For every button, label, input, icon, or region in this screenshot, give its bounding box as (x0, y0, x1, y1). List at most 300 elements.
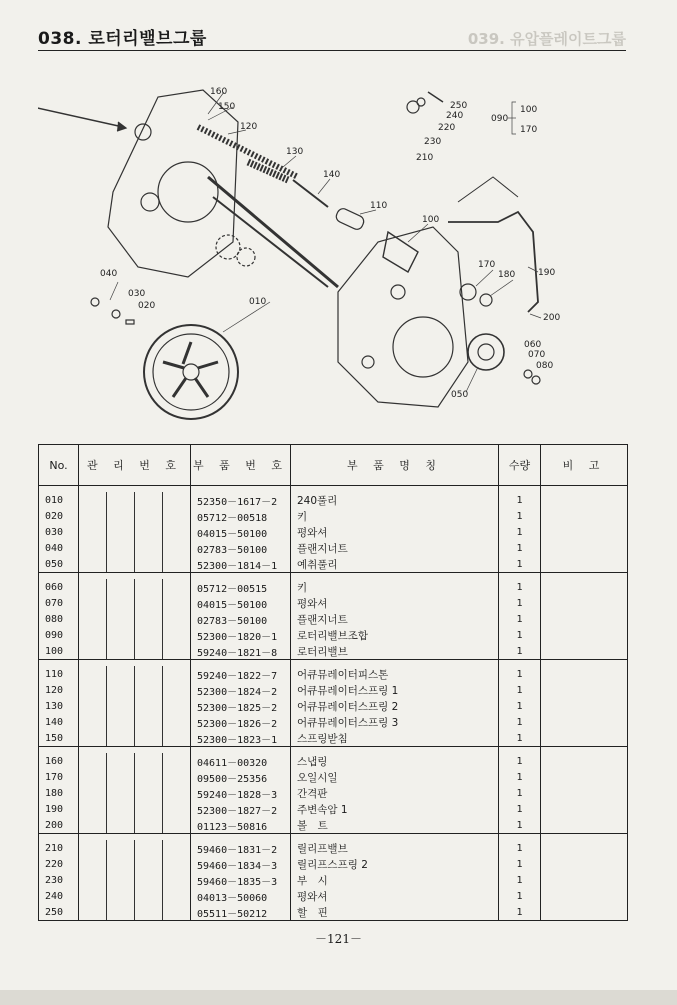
mgmt-subcell (79, 730, 107, 746)
arrow-line (38, 107, 123, 127)
row-mgmt-no (79, 747, 191, 770)
row-no: 080 (39, 611, 79, 627)
piston-110 (334, 207, 365, 232)
mgmt-subcell (135, 508, 163, 524)
mgmt-subcells (79, 785, 190, 801)
mgmt-subcell (79, 492, 107, 508)
washer-030 (112, 310, 120, 318)
parts-table (38, 444, 628, 921)
mgmt-subcells (79, 698, 190, 714)
row-qty: 1 (499, 643, 541, 660)
row-qty: 1 (499, 660, 541, 683)
table-row (39, 785, 628, 801)
row-part-no: 52300－1825－2 (191, 698, 291, 714)
table-row (39, 643, 628, 660)
mgmt-subcell (107, 627, 135, 643)
table-row (39, 595, 628, 611)
mgmt-subcell (79, 769, 107, 785)
mgmt-subcell (107, 888, 135, 904)
row-part-name: 어큐뮤레이터스프링 2 (291, 698, 499, 714)
mgmt-subcell (163, 595, 190, 611)
mgmt-subcell (135, 595, 163, 611)
mgmt-subcells (79, 611, 190, 627)
housing-right (338, 227, 468, 407)
row-part-no: 59460－1835－3 (191, 872, 291, 888)
row-mgmt-no (79, 524, 191, 540)
row-part-name: 스프링받침 (291, 730, 499, 747)
row-part-no: 02783－50100 (191, 540, 291, 556)
row-qty: 1 (499, 714, 541, 730)
mgmt-subcell (107, 698, 135, 714)
row-mgmt-no (79, 682, 191, 698)
mgmt-subcell (135, 785, 163, 801)
mgmt-subcell (163, 888, 190, 904)
mgmt-subcells (79, 888, 190, 904)
row-no: 020 (39, 508, 79, 524)
mgmt-subcell (163, 698, 190, 714)
callout: 150 (218, 102, 236, 112)
table-row (39, 769, 628, 785)
row-part-name: 평와셔 (291, 888, 499, 904)
mgmt-subcell (135, 492, 163, 508)
callout: 010 (249, 297, 267, 307)
callout: 100 (422, 215, 440, 225)
row-no: 050 (39, 556, 79, 573)
row-no: 090 (39, 627, 79, 643)
row-part-no: 05511－50212 (191, 904, 291, 921)
mgmt-subcell (163, 904, 190, 920)
mgmt-subcell (163, 666, 190, 682)
mgmt-subcells (79, 492, 190, 508)
mgmt-subcell (79, 595, 107, 611)
row-part-no: 52300－1823－1 (191, 730, 291, 747)
mgmt-subcells (79, 508, 190, 524)
mgmt-subcell (135, 611, 163, 627)
row-qty: 1 (499, 801, 541, 817)
mgmt-subcell (79, 611, 107, 627)
table-row (39, 524, 628, 540)
row-qty: 1 (499, 573, 541, 596)
row-no: 190 (39, 801, 79, 817)
row-part-name: 어큐뮤레이터스프링 1 (291, 682, 499, 698)
callout: 140 (323, 170, 341, 180)
mgmt-subcell (135, 840, 163, 856)
mgmt-subcell (135, 627, 163, 643)
row-remark (541, 769, 628, 785)
callout: 050 (451, 390, 469, 400)
table-row (39, 660, 628, 683)
header-part-name: 부 품 명 칭 (291, 445, 499, 486)
mgmt-subcell (163, 508, 190, 524)
row-part-no: 09500－25356 (191, 769, 291, 785)
row-no: 100 (39, 643, 79, 660)
row-part-name: 스냅링 (291, 747, 499, 770)
row-part-no: 59460－1831－2 (191, 834, 291, 857)
row-part-name: 플랜지너트 (291, 540, 499, 556)
row-mgmt-no (79, 785, 191, 801)
row-no: 230 (39, 872, 79, 888)
callout: 100 (520, 105, 538, 115)
mgmt-subcell (163, 627, 190, 643)
mgmt-subcell (107, 556, 135, 572)
row-remark (541, 730, 628, 747)
pulley-050 (468, 334, 504, 370)
row-no: 060 (39, 573, 79, 596)
row-part-no: 59240－1828－3 (191, 785, 291, 801)
mgmt-subcell (107, 643, 135, 659)
mgmt-subcell (135, 643, 163, 659)
row-qty: 1 (499, 540, 541, 556)
mgmt-subcells (79, 540, 190, 556)
table-row (39, 508, 628, 524)
spring-140 (293, 180, 328, 207)
callout: 080 (536, 361, 554, 371)
callout: 060 (524, 340, 542, 350)
diagram-svg (38, 62, 626, 432)
mgmt-subcell (135, 556, 163, 572)
gear (216, 235, 240, 259)
mgmt-subcells (79, 524, 190, 540)
page-number: －121－ (315, 932, 362, 946)
mgmt-subcell (107, 840, 135, 856)
callout: 090 (491, 114, 509, 124)
row-mgmt-no (79, 817, 191, 834)
mgmt-subcells (79, 769, 190, 785)
diagram-callouts (100, 87, 560, 400)
row-qty: 1 (499, 524, 541, 540)
mgmt-subcell (135, 666, 163, 682)
mgmt-subcell (107, 753, 135, 769)
row-part-no: 01123－50816 (191, 817, 291, 834)
row-no: 150 (39, 730, 79, 747)
mgmt-subcell (163, 714, 190, 730)
row-mgmt-no (79, 714, 191, 730)
page-title: 038. 로터리밸브그룹 (38, 29, 207, 49)
row-mgmt-no (79, 540, 191, 556)
row-no: 070 (39, 595, 79, 611)
mgmt-subcell (135, 856, 163, 872)
row-remark (541, 643, 628, 660)
housing-right-bore (393, 317, 453, 377)
row-remark (541, 611, 628, 627)
mgmt-subcell (135, 579, 163, 595)
row-part-no: 52300－1824－2 (191, 682, 291, 698)
row-remark (541, 856, 628, 872)
row-part-name: 어큐뮤레이터피스톤 (291, 660, 499, 683)
mgmt-subcell (135, 888, 163, 904)
row-part-no: 05712－00515 (191, 573, 291, 596)
mgmt-subcells (79, 904, 190, 920)
mgmt-subcell (107, 524, 135, 540)
mgmt-subcell (135, 730, 163, 746)
row-no: 140 (39, 714, 79, 730)
mgmt-subcells (79, 730, 190, 746)
row-no: 170 (39, 769, 79, 785)
row-mgmt-no (79, 486, 191, 509)
row-part-no: 02783－50100 (191, 611, 291, 627)
row-qty: 1 (499, 595, 541, 611)
row-part-name: 릴리프스프링 2 (291, 856, 499, 872)
mgmt-subcell (135, 540, 163, 556)
callout: 160 (210, 87, 228, 97)
row-mgmt-no (79, 643, 191, 660)
header-part-no: 부 품 번 호 (191, 445, 291, 486)
row-mgmt-no (79, 834, 191, 857)
mgmt-subcell (163, 540, 190, 556)
row-mgmt-no (79, 573, 191, 596)
table-row (39, 714, 628, 730)
row-remark (541, 486, 628, 509)
row-qty: 1 (499, 486, 541, 509)
row-part-no: 04015－50100 (191, 524, 291, 540)
row-part-name: 로터리밸브조합 (291, 627, 499, 643)
table-row (39, 556, 628, 573)
row-part-name: 키 (291, 508, 499, 524)
row-part-no: 05712－00518 (191, 508, 291, 524)
row-no: 130 (39, 698, 79, 714)
mgmt-subcell (135, 904, 163, 920)
row-remark (541, 714, 628, 730)
row-qty: 1 (499, 904, 541, 921)
mgmt-subcell (79, 817, 107, 833)
mgmt-subcell (107, 492, 135, 508)
row-part-no: 52300－1820－1 (191, 627, 291, 643)
mgmt-subcell (79, 904, 107, 920)
mgmt-subcells (79, 801, 190, 817)
row-part-no: 59240－1822－7 (191, 660, 291, 683)
mgmt-subcell (135, 769, 163, 785)
mgmt-subcell (107, 769, 135, 785)
mgmt-subcell (79, 856, 107, 872)
row-no: 250 (39, 904, 79, 921)
callout: 110 (370, 201, 388, 211)
mgmt-subcell (163, 643, 190, 659)
row-mgmt-no (79, 730, 191, 747)
row-no: 200 (39, 817, 79, 834)
row-qty: 1 (499, 817, 541, 834)
row-qty: 1 (499, 556, 541, 573)
row-part-name: 간격판 (291, 785, 499, 801)
row-part-no: 04611－00320 (191, 747, 291, 770)
mgmt-subcell (79, 579, 107, 595)
mgmt-subcell (107, 682, 135, 698)
row-part-name: 오일시일 (291, 769, 499, 785)
mgmt-subcell (135, 753, 163, 769)
mgmt-subcell (135, 817, 163, 833)
row-no: 180 (39, 785, 79, 801)
mgmt-subcell (79, 872, 107, 888)
nut-080 (532, 376, 540, 384)
callout: 170 (478, 260, 496, 270)
row-mgmt-no (79, 660, 191, 683)
mgmt-subcell (135, 682, 163, 698)
row-no: 040 (39, 540, 79, 556)
pulley-010 (144, 325, 238, 419)
mgmt-subcell (163, 801, 190, 817)
row-qty: 1 (499, 769, 541, 785)
row-remark (541, 573, 628, 596)
mgmt-subcell (107, 872, 135, 888)
mgmt-subcell (135, 801, 163, 817)
row-qty: 1 (499, 698, 541, 714)
row-qty: 1 (499, 627, 541, 643)
row-remark (541, 904, 628, 921)
row-part-name: 로터리밸브 (291, 643, 499, 660)
mgmt-subcell (107, 579, 135, 595)
callout: 170 (520, 125, 538, 135)
mgmt-subcell (107, 904, 135, 920)
mgmt-subcell (79, 888, 107, 904)
table-row (39, 856, 628, 872)
mgmt-subcell (163, 730, 190, 746)
row-remark (541, 698, 628, 714)
row-part-name: 부 시 (291, 872, 499, 888)
mgmt-subcell (79, 698, 107, 714)
row-mgmt-no (79, 627, 191, 643)
oil-seal-170 (460, 284, 476, 300)
row-mgmt-no (79, 508, 191, 524)
mgmt-subcell (163, 579, 190, 595)
mgmt-subcell (163, 682, 190, 698)
mgmt-subcell (163, 817, 190, 833)
row-part-name: 할 핀 (291, 904, 499, 921)
row-remark (541, 627, 628, 643)
mgmt-subcell (79, 801, 107, 817)
mgmt-subcell (107, 666, 135, 682)
row-no: 220 (39, 856, 79, 872)
table-row (39, 573, 628, 596)
callout: 190 (538, 268, 556, 278)
table-row (39, 698, 628, 714)
row-part-no: 59240－1821－8 (191, 643, 291, 660)
mgmt-subcell (135, 524, 163, 540)
row-part-name: 240풀리 (291, 486, 499, 509)
row-mgmt-no (79, 904, 191, 921)
header-qty: 수량 (499, 445, 541, 486)
row-remark (541, 556, 628, 573)
row-qty: 1 (499, 611, 541, 627)
callout: 070 (528, 350, 546, 360)
row-mgmt-no (79, 801, 191, 817)
row-remark (541, 524, 628, 540)
row-mgmt-no (79, 769, 191, 785)
mgmt-subcells (79, 627, 190, 643)
table-row (39, 872, 628, 888)
callout: 120 (240, 122, 258, 132)
callout: 180 (498, 270, 516, 280)
housing-left (108, 90, 238, 277)
table-row (39, 627, 628, 643)
callout: 200 (543, 313, 561, 323)
row-no: 240 (39, 888, 79, 904)
row-no: 210 (39, 834, 79, 857)
scan-edge (0, 990, 677, 1005)
mgmt-subcell (79, 540, 107, 556)
callout: 240 (446, 111, 464, 121)
row-qty: 1 (499, 785, 541, 801)
mgmt-subcells (79, 595, 190, 611)
mgmt-subcell (135, 872, 163, 888)
mgmt-subcell (163, 856, 190, 872)
mgmt-subcell (79, 785, 107, 801)
row-remark (541, 540, 628, 556)
row-remark (541, 660, 628, 683)
mgmt-subcell (163, 611, 190, 627)
row-no: 160 (39, 747, 79, 770)
mgmt-subcells (79, 714, 190, 730)
row-remark (541, 595, 628, 611)
table-row (39, 486, 628, 509)
row-no: 010 (39, 486, 79, 509)
mgmt-subcell (107, 595, 135, 611)
mgmt-subcell (163, 769, 190, 785)
row-mgmt-no (79, 888, 191, 904)
row-mgmt-no (79, 698, 191, 714)
mgmt-subcell (107, 801, 135, 817)
row-mgmt-no (79, 595, 191, 611)
header-no: No. (39, 445, 79, 486)
mgmt-subcell (163, 492, 190, 508)
callout: 210 (416, 153, 434, 163)
mgmt-subcell (163, 556, 190, 572)
parts-table-body (39, 486, 628, 921)
row-mgmt-no (79, 611, 191, 627)
mgmt-subcell (107, 540, 135, 556)
mgmt-subcell (79, 556, 107, 572)
mgmt-subcell (163, 524, 190, 540)
mgmt-subcell (107, 785, 135, 801)
row-part-name: 키 (291, 573, 499, 596)
row-part-name: 릴리프밸브 (291, 834, 499, 857)
table-row (39, 730, 628, 747)
table-row (39, 904, 628, 921)
row-part-no: 04013－50060 (191, 888, 291, 904)
mgmt-subcell (79, 714, 107, 730)
mgmt-subcell (107, 508, 135, 524)
row-remark (541, 888, 628, 904)
row-qty: 1 (499, 747, 541, 770)
mgmt-subcell (79, 753, 107, 769)
row-remark (541, 747, 628, 770)
page-header (38, 22, 626, 51)
callout: 230 (424, 137, 442, 147)
row-remark (541, 508, 628, 524)
callout: 030 (128, 289, 146, 299)
row-part-name: 플랜지너트 (291, 611, 499, 627)
table-row (39, 682, 628, 698)
spring-130 (248, 162, 288, 180)
table-row (39, 888, 628, 904)
row-part-no: 04015－50100 (191, 595, 291, 611)
row-qty: 1 (499, 888, 541, 904)
mgmt-subcell (79, 524, 107, 540)
table-row (39, 834, 628, 857)
mgmt-subcell (135, 714, 163, 730)
row-part-name: 예취풀리 (291, 556, 499, 573)
table-row (39, 540, 628, 556)
mgmt-subcells (79, 579, 190, 595)
row-qty: 1 (499, 730, 541, 747)
callout: 130 (286, 147, 304, 157)
row-part-no: 52300－1827－2 (191, 801, 291, 817)
mgmt-subcell (79, 682, 107, 698)
row-part-name: 주변속암 1 (291, 801, 499, 817)
spring-120 (198, 127, 298, 177)
row-qty: 1 (499, 508, 541, 524)
mgmt-subcell (79, 508, 107, 524)
mgmt-subcells (79, 872, 190, 888)
callout: 220 (438, 123, 456, 133)
